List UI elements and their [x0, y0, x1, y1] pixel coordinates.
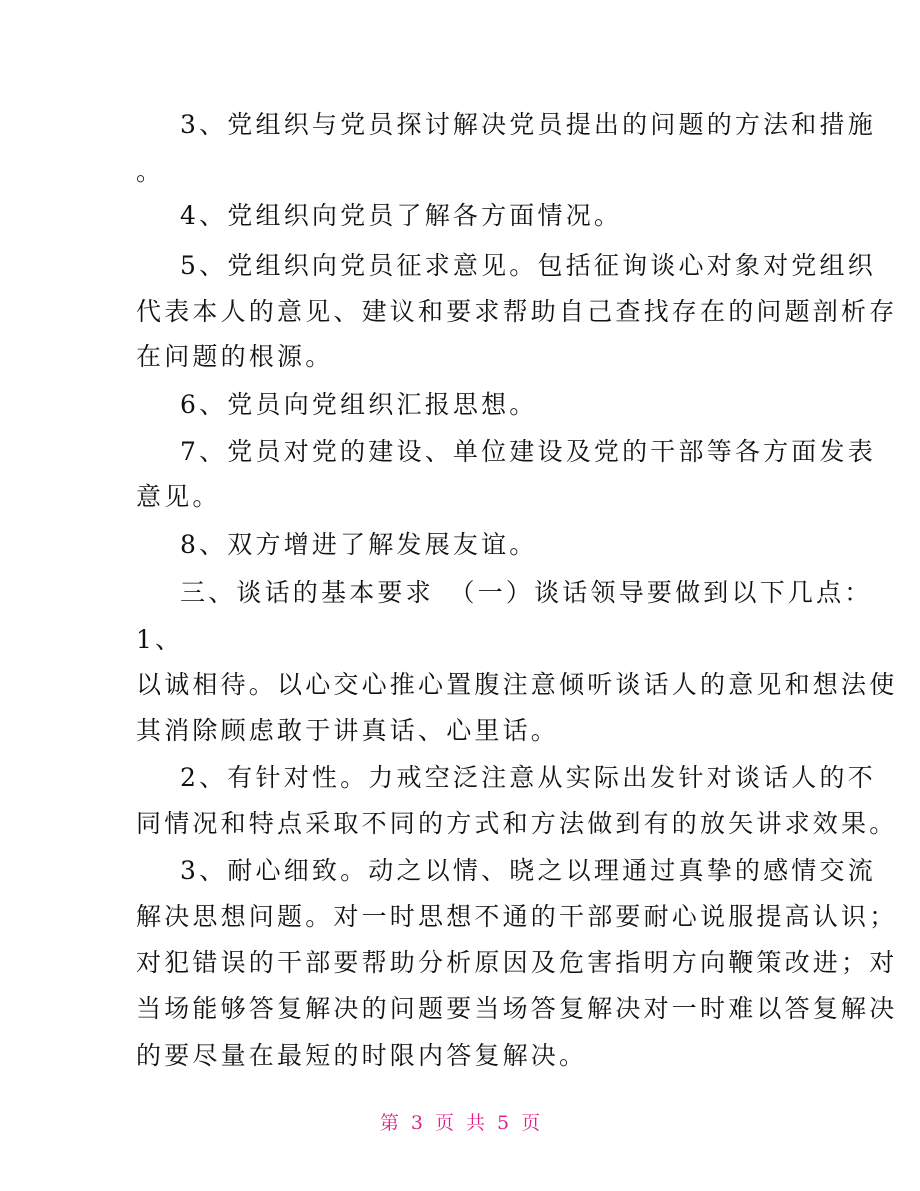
paragraph-line: 2、有针对性。力戒空泛注意从实际出发针对谈话人的不: [180, 763, 876, 792]
paragraph-line: 的要尽量在最短的时限内答复解决。: [136, 1041, 588, 1070]
paragraph-line: 6、党员向党组织汇报思想。: [180, 390, 538, 419]
paragraph-line: 代表本人的意见、建议和要求帮助自己查找存在的问题剖析存: [136, 297, 898, 326]
paragraph-line: 同情况和特点采取不同的方式和方法做到有的放矢讲求效果。: [136, 809, 898, 838]
paragraph-line: 3、耐心细致。动之以情、晓之以理通过真挚的感情交流: [180, 856, 876, 885]
paragraph-line: 3、党组织与党员探讨解决党员提出的问题的方法和措施: [180, 110, 876, 139]
paragraph-line: 对犯错误的干部要帮助分析原因及危害指明方向鞭策改进；对: [136, 948, 898, 977]
paragraph-line: 意见。: [136, 482, 221, 511]
page-footer: 第 3 页 共 5 页: [379, 1112, 541, 1134]
paragraph-line: 在问题的根源。: [136, 342, 334, 371]
paragraph-line: 当场能够答复解决的问题要当场答复解决对一时难以答复解决: [136, 994, 898, 1023]
paragraph-line: 4、党组织向党员了解各方面情况。: [180, 201, 623, 230]
paragraph-line: 。: [136, 157, 165, 186]
paragraph-line: 5、党组织向党员征求意见。包括征询谈心对象对党组织: [180, 251, 876, 280]
paragraph-line: 其消除顾虑敢于讲真话、心里话。: [136, 716, 560, 745]
paragraph-line: 以诚相待。以心交心推心置腹注意倾听谈话人的意见和想法使: [136, 670, 898, 699]
paragraph-line: 三、谈话的基本要求 （一）谈话领导要做到以下几点：: [180, 578, 873, 607]
paragraph-line: 8、双方增进了解发展友谊。: [180, 530, 538, 559]
paragraph-line: 解决思想问题。对一时思想不通的干部要耐心说服提高认识；: [136, 902, 898, 931]
paragraph-line: 7、党员对党的建设、单位建设及党的干部等各方面发表: [180, 437, 876, 466]
paragraph-line: 1、: [136, 625, 184, 654]
